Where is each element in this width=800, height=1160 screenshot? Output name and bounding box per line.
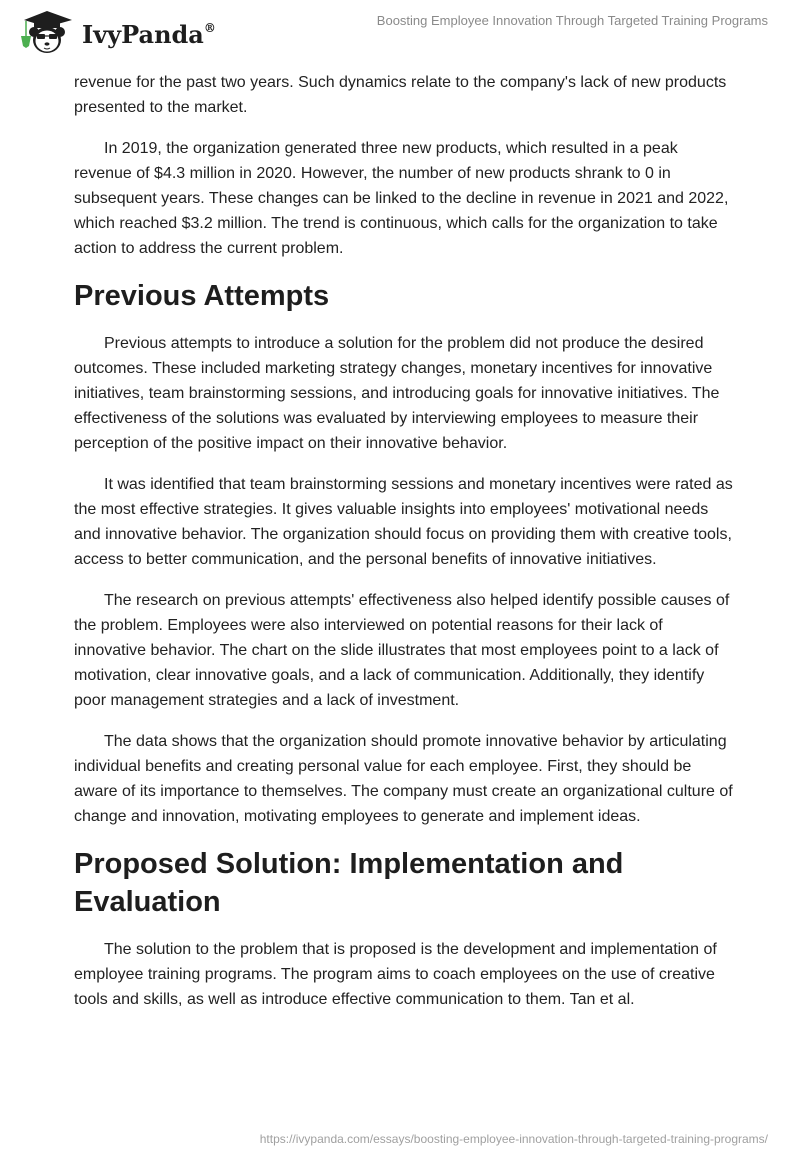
paragraph: Previous attempts to introduce a solution for the problem did not produce the desired outcomes. These included marketing strategy changes, monetary incentives for innovative initiatives, team brainstorming sessions, and introducing goals for innovative initiatives. The effectiveness of the solutions was evaluated by interviewing employees to measure their perception of the positive impact on their innovative behavior. bbox=[74, 335, 720, 452]
source-url[interactable]: https://ivypanda.com/essays/boosting-employee-innovation-through-targeted-training-programs/ bbox=[259, 1132, 768, 1146]
logo[interactable] bbox=[18, 8, 216, 56]
essay-body bbox=[74, 70, 734, 1028]
paragraph: revenue for the past two years. Such dynamics relate to the company's lack of new products presented to the market. bbox=[74, 74, 727, 116]
paragraph: In 2019, the organization generated three new products, which resulted in a peak revenue of $4.3 million in 2020. However, the number of new products shrank to 0 in subsequent years. These changes can be linked to the decline in revenue in 2021 and 2022, which reached $3.2 million. The trend is continuous, which calls for the organization to take action to address the current problem. bbox=[74, 140, 729, 257]
paragraph: The solution to the problem that is proposed is the development and implementation of employee training programs. The program aims to coach employees on the use of creative tools and skills, as well as introduce effective communication to them. Tan et al. bbox=[74, 941, 717, 1008]
logo-text: IvyPanda® bbox=[82, 19, 216, 49]
section-heading-proposed-solution: Proposed Solution: Implementation and Evaluation bbox=[74, 848, 624, 918]
panda-graduate-icon bbox=[18, 8, 76, 56]
paragraph: It was identified that team brainstorming sessions and monetary incentives were rated as the most effective strategies. It gives valuable insights into employees' motivational needs and innovative behavior. The organization should focus on providing them with creative tools, access to better communication, and the personal benefits of innovative initiatives. bbox=[74, 476, 733, 568]
paragraph: The data shows that the organization should promote innovative behavior by articulating individual benefits and creating personal value for each employee. First, they should be aware of its importance to themselves. The company must create an organizational culture of change and innovation, motivating employees to generate and implement ideas. bbox=[74, 733, 733, 825]
page-header bbox=[0, 0, 800, 60]
document-title: Boosting Employee Innovation Through Targeted Training Programs bbox=[376, 13, 768, 28]
paragraph: The research on previous attempts' effectiveness also helped identify possible causes of the problem. Employees were also interviewed on potential reasons for their lack of innovative behavior. The chart on the slide illustrates that most employees point to a lack of motivation, clear innovative goals, and a lack of communication. Additionally, they identify poor management strategies and a lack of investment. bbox=[74, 592, 730, 709]
section-heading-previous-attempts: Previous Attempts bbox=[74, 280, 330, 312]
